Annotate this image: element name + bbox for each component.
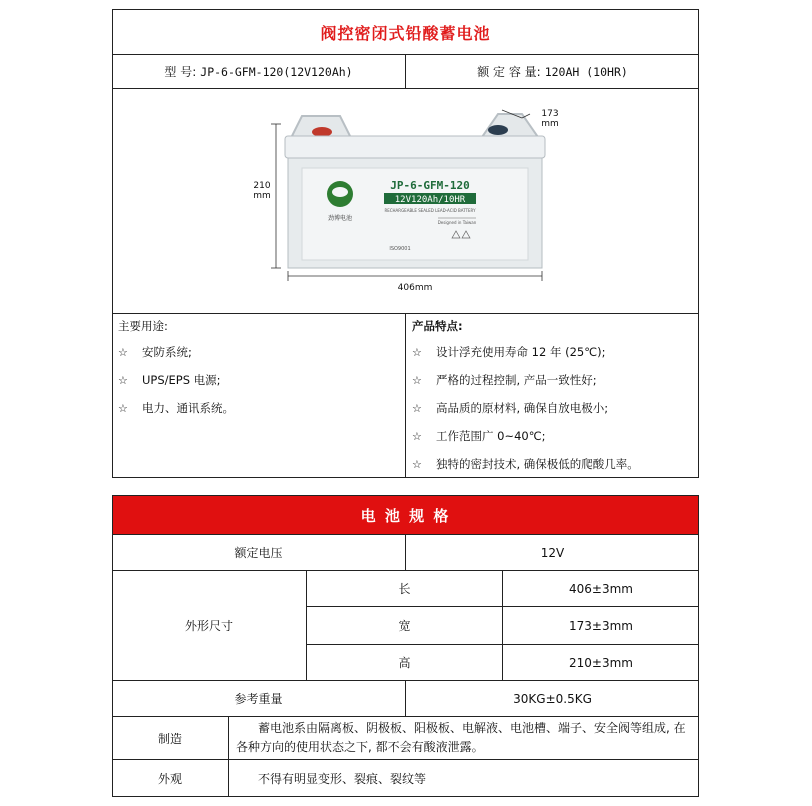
spec-title: 电 池 规 格 [360,506,451,525]
weight-label: 参考重量 [234,692,283,706]
list-item: ☆ 设计浮充使用寿命 12 年 (25℃); [412,345,606,359]
label-origin: Designed in Taiwan [437,220,477,225]
page-title: 阀控密闭式铅酸蓄电池 [320,23,491,43]
model-value: JP-6-GFM-120(12V120Ah) [200,64,353,79]
width-value: 173±3mm [569,618,633,633]
features-section [412,314,696,474]
list-item: ☆ UPS/EPS 电源; [118,373,221,387]
capacity-value: 120AH (10HR) [544,64,628,79]
model-row [112,55,405,88]
dim-height: 210 mm [253,181,271,201]
width-label: 宽 [398,619,411,633]
label-cert: ISO9001 [389,246,411,252]
star-icon: ☆ [412,345,422,359]
height-label: 高 [398,656,411,670]
star-icon: ☆ [118,373,128,387]
divider [405,313,406,478]
uses-section [118,314,400,474]
divider [228,716,229,796]
dim-depth: 173 mm [541,109,559,129]
length-label: 长 [398,582,411,596]
star-icon: ☆ [412,401,422,415]
divider [112,88,699,89]
length-value: 406±3mm [569,581,633,596]
star-icon: ☆ [412,457,422,471]
height-value: 210±3mm [569,655,633,670]
label-type: RECHARGEABLE SEALED LEAD-ACID BATTERY [384,208,476,213]
weight-value: 30KG±0.5KG [513,691,592,706]
negative-terminal-icon [488,125,508,135]
battery-image [240,100,570,300]
list-item: ☆ 严格的过程控制, 产品一致性好; [412,373,597,387]
star-icon: ☆ [412,429,422,443]
size-label: 外形尺寸 [184,619,233,633]
appearance-label: 外观 [157,771,182,786]
label-rating: 12V120Ah/10HR [394,195,466,205]
dim-length: 406mm [397,283,433,293]
list-item: ☆ 电力、通讯系统。 [118,401,234,415]
voltage-label: 额定电压 [234,546,283,560]
features-heading: 产品特点: [412,319,463,333]
voltage-value: 12V [540,545,565,560]
logo-text: 劲博电池 [327,215,353,222]
list-item: ☆ 高品质的原材料, 确保自放电极小; [412,401,609,415]
spec-title-band [113,496,698,534]
star-icon: ☆ [118,401,128,415]
star-icon: ☆ [412,373,422,387]
list-item: ☆ 独特的密封技术, 确保极低的爬酸几率。 [412,457,639,471]
star-icon: ☆ [118,345,128,359]
model-label: 型 号: [164,65,197,79]
manufacture-value: 蓄电池系由隔离板、阴极板、阳极板、电解液、电池槽、端子、安全阀等组成, 在各种方向的使用状态之下, 都不会有酸液泄露。 [236,721,686,754]
manufacture-label: 制造 [157,731,182,746]
appearance-value: 不得有明显变形、裂痕、裂纹等 [258,771,427,786]
uses-heading: 主要用途: [118,319,168,333]
label-model: JP-6-GFM-120 [390,179,470,192]
capacity-label: 额 定 容 量: [477,65,541,79]
list-item: ☆ 工作范围广 0~40℃; [412,429,546,443]
capacity-row [406,55,699,88]
list-item: ☆ 安防系统; [118,345,192,359]
